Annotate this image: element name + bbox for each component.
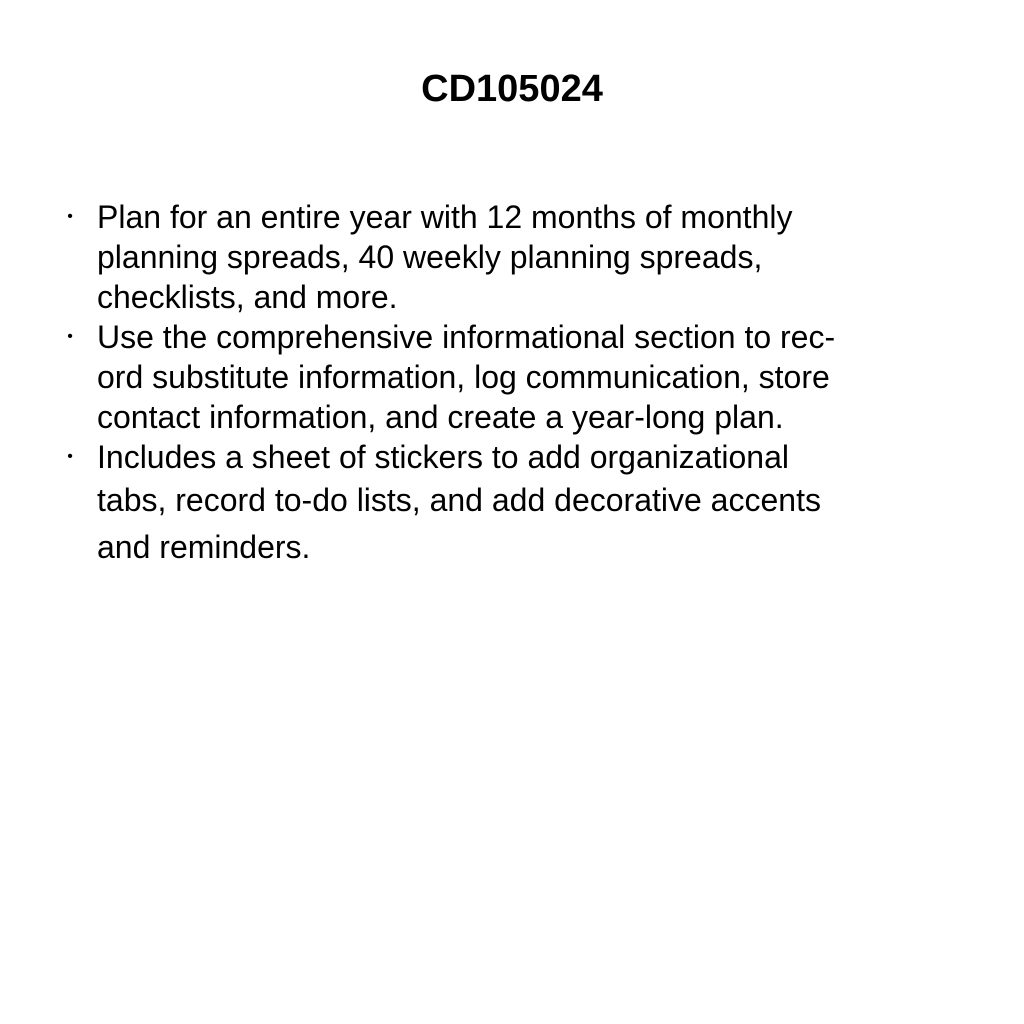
- bullet-line: Use the comprehensive informational section to rec-: [97, 319, 836, 355]
- bullet-line: ord substitute information, log communication, store: [97, 359, 830, 395]
- bullet-line: Includes a sheet of stickers to add organizational: [97, 439, 789, 475]
- bullet-icon: •: [67, 208, 73, 225]
- bullet-text: [97, 317, 977, 437]
- feature-bullet-list: [0, 197, 1024, 571]
- bullet-line: tabs, record to-do lists, and add decorative accents: [97, 482, 821, 518]
- bullet-icon: •: [67, 448, 73, 465]
- bullet-line: contact information, and create a year-long plan.: [97, 399, 784, 435]
- bullet-line: Plan for an entire year with 12 months of monthly: [97, 199, 793, 235]
- bullet-item: [0, 437, 1024, 571]
- bullet-line: checklists, and more.: [97, 279, 398, 315]
- bullet-text: [97, 197, 977, 317]
- bullet-item: [0, 197, 1024, 317]
- bullet-icon: •: [67, 328, 73, 345]
- bullet-line: and reminders.: [97, 529, 311, 565]
- page-title: CD105024: [421, 68, 603, 110]
- bullet-line: planning spreads, 40 weekly planning spreads,: [97, 239, 763, 275]
- bullet-item: [0, 317, 1024, 437]
- bullet-text: [97, 437, 977, 571]
